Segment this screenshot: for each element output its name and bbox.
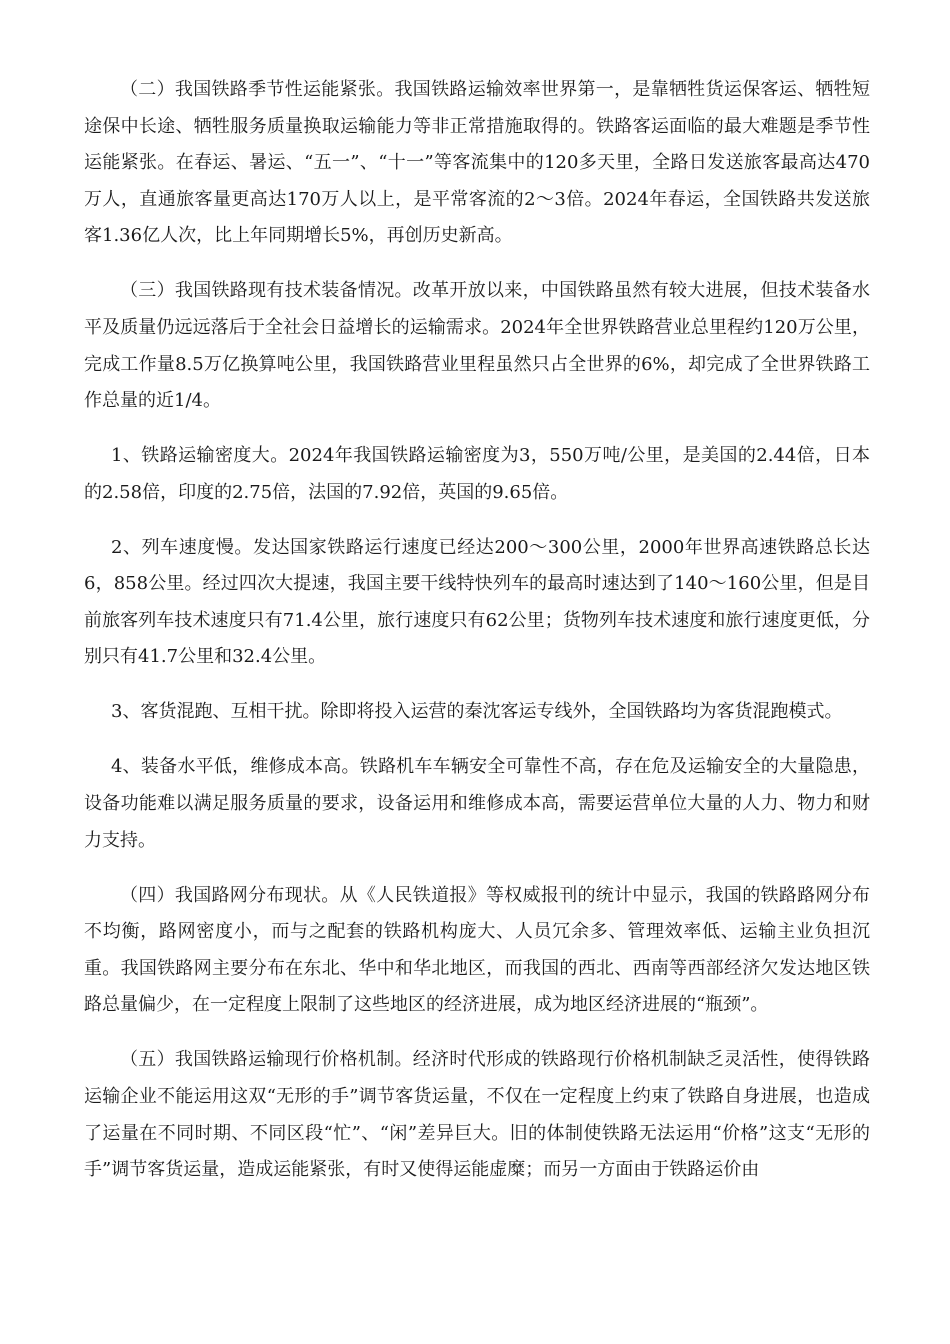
paragraph-equipment-maintenance: 4、装备水平低，维修成本高。铁路机车车辆安全可靠性不高，存在危及运输安全的大量隐患，设备功能难以满足服务质量的要求，设备运用和维修成本高，需要运营单位大量的人力、物力和财力支持。 [84, 756, 870, 851]
paragraph-seasonal-capacity: （二）我国铁路季节性运能紧张。我国铁路运输效率世界第一，是靠牺牲货运保客运、牺牲短途保中长途、牺牲服务质量换取运输能力等非正常措施取得的。铁路客运面临的最大难题是季节性运能紧张。在春运、暑运、“五一”、“十一”等客流集中的120多天里，全路日发送旅客最高达470万人，直通旅客量更高达170万人以上，是平常客流的2～3倍。2024年春运，全国铁路共发送旅客1.36亿人次，比上年同期增长5%，再创历史新高。 [84, 79, 870, 247]
paragraph-mixed-traffic: 3、客货混跑、互相干扰。除即将投入运营的秦沈客运专线外，全国铁路均为客货混跑模式。 [111, 701, 843, 723]
paragraph-network-distribution: （四）我国路网分布现状。从《人民铁道报》等权威报刊的统计中显示，我国的铁路路网分布不均衡，路网密度小，而与之配套的铁路机构庞大、人员冗余多、管理效率低、运输主业负担沉重。我国铁路网主要分布在东北、华中和华北地区，而我国的西北、西南等西部经济欠发达地区铁路总量偏少，在一定程度上限制了这些地区的经济进展，成为地区经济进展的“瓶颈”。 [84, 884, 870, 1016]
paragraph-pricing-mechanism: （五）我国铁路运输现行价格机制。经济时代形成的铁路现行价格机制缺乏灵活性，使得铁路运输企业不能运用这双“无形的手”调节客货运量，不仅在一定程度上约束了铁路自身进展，也造成了运量在不同时期、不同区段“忙”、“闲”差异巨大。旧的体制使铁路无法运用“价格”这支“无形的手”调节客货运量，造成运能紧张，有时又使得运能虚糜；而另一方面由于铁路运价由 [84, 1049, 870, 1181]
paragraph-technical-equipment: （三）我国铁路现有技术装备情况。改革开放以来，中国铁路虽然有较大进展，但技术装备水平及质量仍远远落后于全社会日益增长的运输需求。2024年全世界铁路营业总里程约120万公里，完成工作量8.5万亿换算吨公里，我国铁路营业里程虽然只占全世界的6%，却完成了全世界铁路工作总量的近1/4。 [84, 280, 870, 412]
paragraph-transport-density: 1、铁路运输密度大。2024年我国铁路运输密度为3，550万吨/公里，是美国的2.44倍，日本的2.58倍，印度的2.75倍，法国的7.92倍，英国的9.65倍。 [84, 445, 870, 503]
document-body [84, 72, 870, 1207]
paragraph-train-speed: 2、列车速度慢。发达国家铁路运行速度已经达200～300公里，2000年世界高速铁路总长达6，858公里。经过四次大提速，我国主要干线特快列车的最高时速达到了140～160公里，但是目前旅客列车技术速度只有71.4公里，旅行速度只有62公里；货物列车技术速度和旅行速度更低，分别只有41.7公里和32.4公里。 [84, 536, 870, 668]
